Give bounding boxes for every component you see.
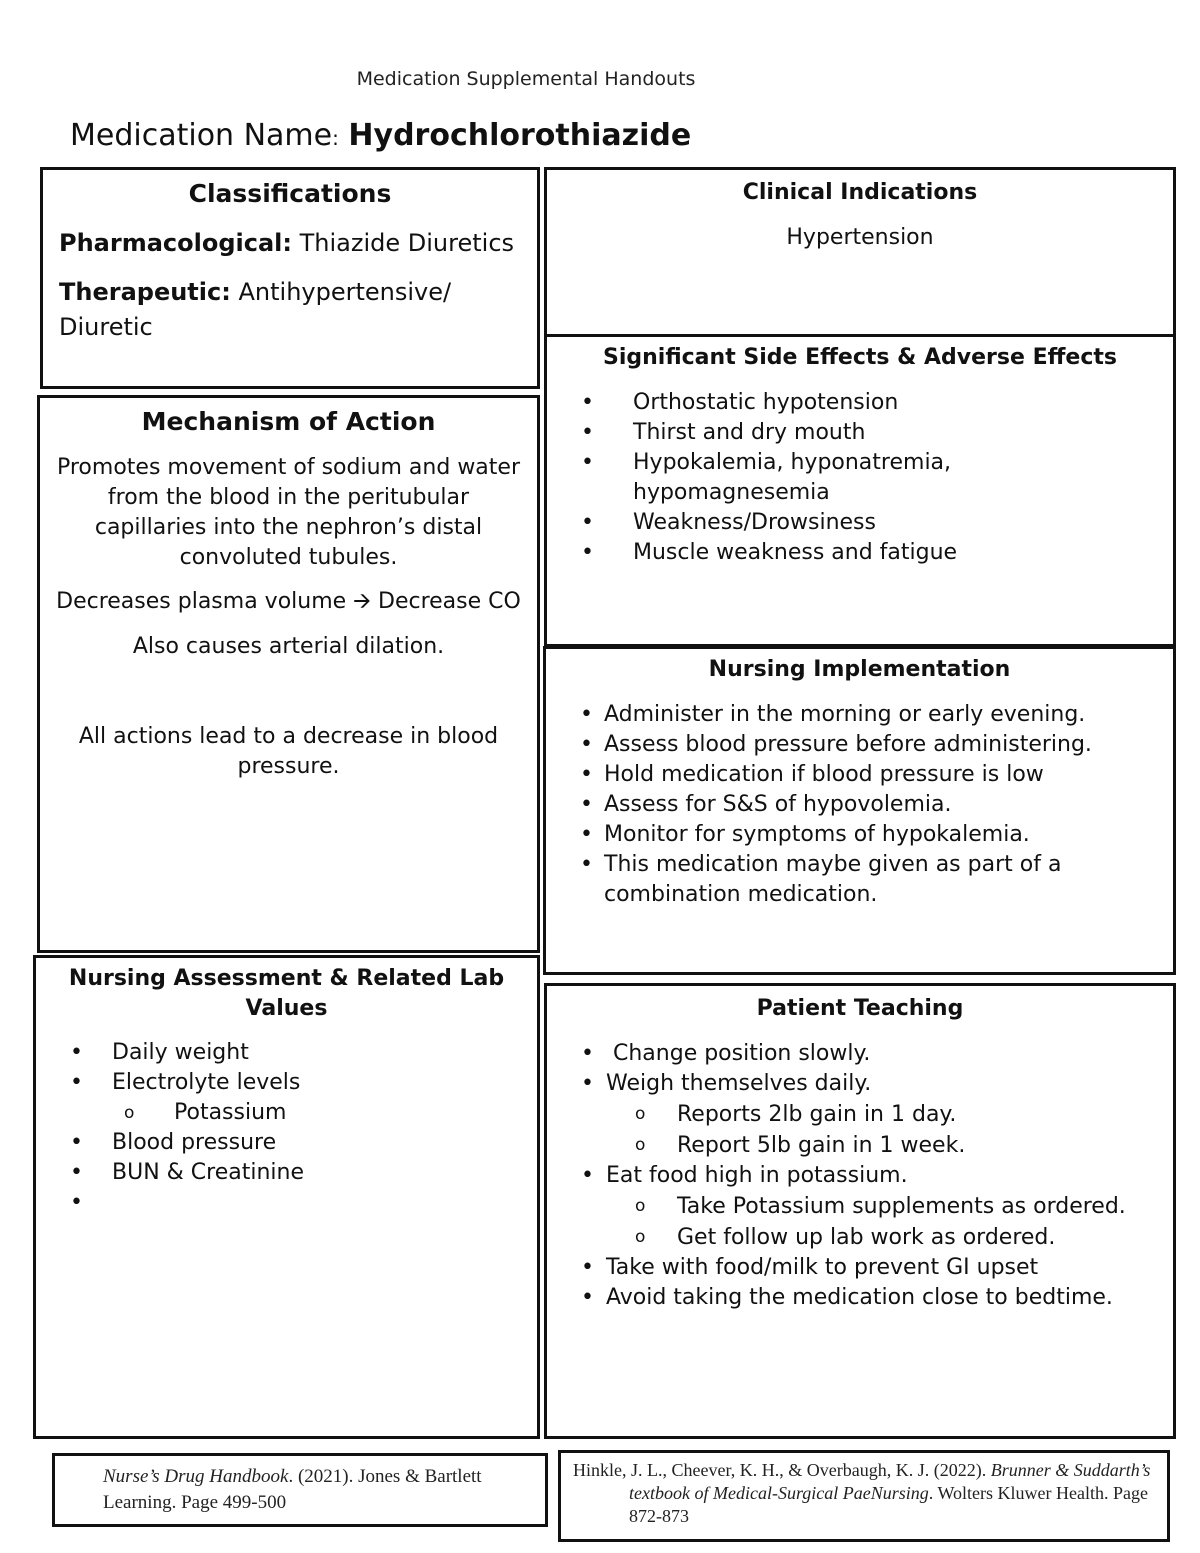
- medication-name: Hydrochlorothiazide: [348, 118, 692, 153]
- list-item: • Assess blood pressure before administering.: [556, 730, 1163, 760]
- list-item: • Monitor for symptoms of hypokalemia.: [556, 820, 1163, 850]
- list-item: • BUN & Creatinine: [46, 1158, 527, 1188]
- list-item: • Thirst and dry mouth: [557, 418, 1163, 448]
- assessment-box: [33, 955, 540, 1439]
- indications-value: Hypertension: [786, 225, 934, 250]
- medication-title: [70, 118, 691, 153]
- mechanism-paragraph-3: Also causes arterial dilation.: [132, 634, 445, 659]
- list-item: • Muscle weakness and fatigue: [557, 538, 1163, 568]
- pharmacological-label: Pharmacological:: [59, 229, 292, 257]
- therapeutic-label: Therapeutic:: [59, 278, 231, 306]
- teaching-item-weigh: Weigh themselves daily.: [606, 1071, 872, 1096]
- therapeutic-value: Antihypertensive/ Diuretic: [59, 278, 452, 341]
- assessment-item-electrolytes: Electrolyte levels: [112, 1070, 301, 1095]
- implementation-title: Nursing Implementation: [708, 657, 1011, 682]
- reference-2-details: . Wolters Kluwer Health. Page 872-873: [629, 1483, 1148, 1526]
- teaching-list: [557, 1039, 1163, 1313]
- teaching-potassium-sublist: [606, 1191, 1163, 1253]
- reference-box-2: [558, 1450, 1170, 1542]
- list-item: • Change position slowly.: [557, 1039, 1163, 1069]
- implementation-box: [543, 646, 1176, 975]
- sub-list-item: o Get follow up lab work as ordered.: [557, 1222, 1163, 1253]
- assessment-list: [46, 1038, 527, 1218]
- implementation-list: [556, 700, 1163, 910]
- pharmacological-classification: [59, 226, 521, 261]
- indications-box: [544, 167, 1176, 337]
- assessment-sublist: [112, 1098, 527, 1128]
- reference-1: [31, 1464, 529, 1516]
- mechanism-box: [37, 395, 540, 953]
- indications-title: Clinical Indications: [742, 180, 978, 205]
- sub-list-item: o Take Potassium supplements as ordered.: [557, 1191, 1163, 1222]
- mechanism-paragraph-2: Decreases plasma volume 🡪 Decrease CO: [56, 589, 521, 614]
- therapeutic-classification: [59, 275, 521, 345]
- list-item: • This medication maybe given as part of a combination medication.: [556, 850, 1163, 910]
- side-effects-list: [557, 388, 1163, 568]
- reference-1-title: Nurse’s Drug Handbook: [103, 1466, 289, 1487]
- teaching-item-potassium: Eat food high in potassium.: [606, 1163, 908, 1188]
- list-item: [46, 1188, 527, 1218]
- list-item: • Administer in the morning or early evening.: [556, 700, 1163, 730]
- pharmacological-value: Thiazide Diuretics: [299, 229, 515, 257]
- reference-box-1: [52, 1453, 548, 1527]
- side-effects-box: [544, 334, 1176, 647]
- list-item: • Orthostatic hypotension: [557, 388, 1163, 418]
- list-item: • Avoid taking the medication close to bedtime.: [557, 1283, 1163, 1313]
- list-item: • Blood pressure: [46, 1128, 527, 1158]
- classifications-box: [40, 167, 540, 389]
- classifications-title: Classifications: [188, 179, 392, 208]
- reference-1-details: . (2021). Jones & Bartlett Learning. Page 499-500: [103, 1466, 482, 1513]
- list-item: [46, 1068, 527, 1128]
- list-item: • Hold medication if blood pressure is low: [556, 760, 1163, 790]
- medication-label: Medication Name: [70, 118, 333, 153]
- mechanism-paragraph-4: All actions lead to a decrease in blood pressure.: [78, 724, 499, 779]
- reference-2: [573, 1459, 1157, 1528]
- list-item: • Take with food/milk to prevent GI upset: [557, 1253, 1163, 1283]
- teaching-weigh-sublist: [606, 1099, 1163, 1161]
- medication-colon: :: [332, 126, 339, 150]
- sub-list-item: o Report 5lb gain in 1 week.: [557, 1130, 1163, 1161]
- side-effects-title: Significant Side Effects & Adverse Effects: [603, 345, 1117, 370]
- reference-2-title: Brunner & Suddarth’s textbook of Medical-Surgical PaeNursing: [629, 1460, 1151, 1503]
- teaching-box: [544, 983, 1176, 1439]
- mechanism-title: Mechanism of Action: [141, 407, 436, 436]
- list-item: • Daily weight: [46, 1038, 527, 1068]
- list-item: • Assess for S&S of hypovolemia.: [556, 790, 1163, 820]
- list-item: • Weakness/Drowsiness: [557, 508, 1163, 538]
- sub-list-item: o Reports 2lb gain in 1 day.: [557, 1099, 1163, 1130]
- list-item: • Hypokalemia, hyponatremia, hypomagnesemia: [557, 448, 1163, 508]
- teaching-title: Patient Teaching: [756, 996, 964, 1021]
- list-item: [557, 1069, 1163, 1161]
- reference-2-authors: Hinkle, J. L., Cheever, K. H., & Overbaugh, K. J. (2022).: [573, 1460, 991, 1480]
- document-header: Medication Supplemental Handouts: [356, 68, 696, 90]
- assessment-title: Nursing Assessment & Related Lab Values: [68, 966, 505, 1021]
- list-item: [557, 1161, 1163, 1253]
- mechanism-paragraph-1: Promotes movement of sodium and water from the blood in the peritubular capillaries into the nephron’s distal convoluted tubules.: [56, 455, 520, 570]
- sub-list-item: o Potassium: [46, 1098, 527, 1128]
